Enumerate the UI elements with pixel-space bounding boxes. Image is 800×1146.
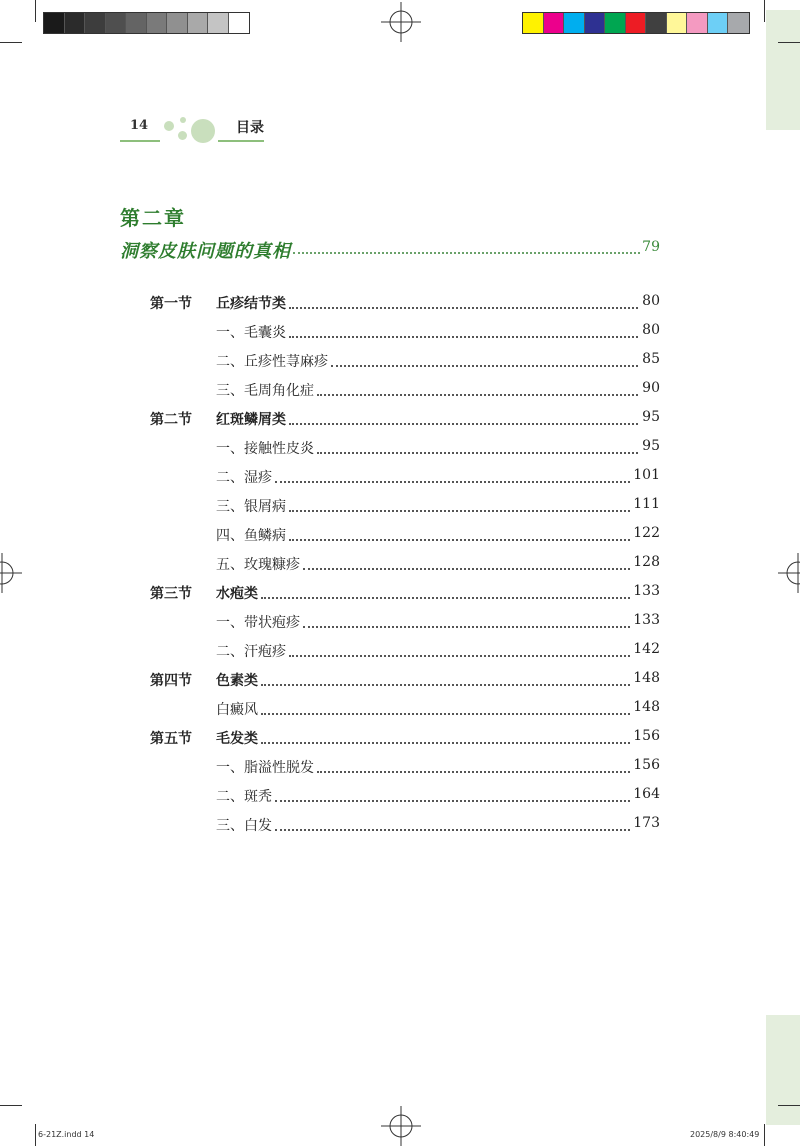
dot-leader — [293, 252, 640, 254]
color-swatch — [147, 13, 168, 33]
decor-dot — [191, 119, 215, 143]
toc-page-number: 111 — [633, 496, 660, 512]
toc-entry[interactable] — [150, 699, 660, 721]
toc-page-number: 173 — [633, 815, 660, 831]
toc-entry[interactable] — [150, 757, 660, 779]
toc-entry-title: 四、鱼鳞病 — [216, 525, 289, 545]
chapter-title-row — [120, 237, 660, 262]
color-swatch — [523, 13, 544, 33]
toc-entry[interactable] — [150, 583, 660, 605]
trim-mark — [778, 1105, 800, 1106]
toc-page-number: 133 — [633, 612, 660, 628]
toc-entry[interactable] — [150, 322, 660, 344]
toc-section-number: 第三节 — [150, 586, 192, 602]
toc-entry-title: 一、接触性皮炎 — [216, 438, 317, 458]
toc-entry[interactable] — [150, 815, 660, 837]
toc-entry[interactable] — [150, 612, 660, 634]
toc-page-number: 164 — [633, 786, 660, 802]
toc-page-number: 95 — [642, 438, 660, 454]
dot-leader — [331, 365, 638, 367]
registration-mark-left — [0, 553, 22, 593]
toc-entry-title: 白癜风 — [216, 699, 261, 719]
toc-entry-title: 二、汗疱疹 — [216, 641, 289, 661]
toc-page-number: 95 — [642, 409, 660, 425]
toc-entry-title: 二、斑秃 — [216, 786, 275, 806]
dot-leader — [317, 771, 638, 773]
footer-file: 6-21Z.indd 14 — [38, 1130, 95, 1139]
toc-entry-title: 三、毛周角化症 — [216, 380, 317, 400]
toc-page-number: 148 — [633, 699, 660, 715]
color-swatch — [646, 13, 667, 33]
toc-entry[interactable] — [150, 786, 660, 808]
dot-leader — [303, 626, 638, 628]
toc-entry-title: 一、脂溢性脱发 — [216, 757, 317, 777]
color-swatch — [106, 13, 127, 33]
toc-page-number: 133 — [633, 583, 660, 599]
page-number: 14 — [130, 118, 149, 133]
color-swatch — [126, 13, 147, 33]
dot-leader — [317, 394, 638, 396]
color-swatch — [667, 13, 688, 33]
toc-entry-title: 二、丘疹性荨麻疹 — [216, 351, 331, 371]
color-swatch — [208, 13, 229, 33]
color-swatch — [687, 13, 708, 33]
dot-leader — [317, 452, 638, 454]
dot-leader — [275, 481, 638, 483]
toc-entry-title: 三、白发 — [216, 815, 275, 835]
footer-timestamp: 2025/8/9 8:40:49 — [690, 1130, 760, 1139]
trim-mark — [0, 42, 22, 43]
chapter-title: 洞察皮肤问题的真相 — [120, 241, 291, 262]
toc-entry-title: 丘疹结节类 — [216, 293, 289, 313]
header-rule-right — [218, 140, 264, 142]
dot-leader — [289, 539, 638, 541]
toc-entry[interactable] — [150, 641, 660, 663]
side-strip-bottom — [766, 1015, 800, 1125]
toc-page-number: 142 — [633, 641, 660, 657]
toc-page-number: 80 — [642, 293, 660, 309]
trim-mark — [764, 1124, 765, 1146]
dot-leader — [289, 655, 638, 657]
toc-entry-title: 五、玫瑰糠疹 — [216, 554, 303, 574]
dot-leader — [275, 829, 638, 831]
color-swatch — [728, 13, 749, 33]
dot-leader — [261, 742, 638, 744]
toc-entry[interactable] — [150, 467, 660, 489]
toc-page-number: 122 — [633, 525, 660, 541]
toc-entry-title: 毛发类 — [216, 728, 261, 748]
toc-page-number: 156 — [633, 728, 660, 744]
toc-section-number: 第四节 — [150, 673, 192, 689]
toc-entry-title: 水疱类 — [216, 583, 261, 603]
dot-leader — [289, 307, 638, 309]
toc-entry[interactable] — [150, 728, 660, 750]
color-swatch — [65, 13, 86, 33]
toc-entry[interactable] — [150, 380, 660, 402]
dot-leader — [303, 568, 638, 570]
toc-entry-title: 色素类 — [216, 670, 261, 690]
dot-leader — [261, 597, 638, 599]
toc-page-number: 101 — [633, 467, 660, 483]
toc-page-number: 148 — [633, 670, 660, 686]
toc-entry[interactable] — [150, 438, 660, 460]
header-title: 目录 — [236, 120, 264, 136]
trim-mark — [0, 1105, 22, 1106]
color-swatch — [564, 13, 585, 33]
header-rule-left — [120, 140, 160, 142]
toc-page-number: 90 — [642, 380, 660, 396]
toc-entry[interactable] — [150, 670, 660, 692]
cmyk-color-bar — [522, 12, 750, 34]
toc-entry-title: 一、毛囊炎 — [216, 322, 289, 342]
side-strip-top — [766, 10, 800, 130]
color-swatch — [229, 13, 250, 33]
dot-leader — [275, 800, 638, 802]
color-swatch — [626, 13, 647, 33]
color-swatch — [85, 13, 106, 33]
color-swatch — [544, 13, 565, 33]
trim-mark — [35, 1124, 36, 1146]
registration-mark-bottom — [381, 1106, 421, 1146]
trim-mark — [35, 0, 36, 22]
color-swatch — [605, 13, 626, 33]
toc-entry[interactable] — [150, 351, 660, 373]
toc-entry-title: 二、湿疹 — [216, 467, 275, 487]
chapter-page: 79 — [642, 239, 660, 255]
toc-page-number: 80 — [642, 322, 660, 338]
toc-page-number: 156 — [633, 757, 660, 773]
dot-leader — [289, 510, 638, 512]
toc-entry[interactable] — [150, 293, 660, 315]
dot-leader — [261, 684, 638, 686]
trim-mark — [778, 42, 800, 43]
color-swatch — [585, 13, 606, 33]
chapter-label: 第二章 — [120, 206, 186, 230]
toc-section-number: 第二节 — [150, 412, 192, 428]
color-swatch — [708, 13, 729, 33]
dot-leader — [261, 713, 638, 715]
dot-leader — [289, 336, 638, 338]
decor-dot — [164, 121, 174, 131]
toc-entry-title: 一、带状疱疹 — [216, 612, 303, 632]
registration-mark-top — [381, 2, 421, 42]
toc-entry-title: 红斑鳞屑类 — [216, 409, 289, 429]
decor-dot — [180, 117, 186, 123]
decor-dot — [178, 131, 187, 140]
toc-entry[interactable] — [150, 496, 660, 518]
toc-section-number: 第五节 — [150, 731, 192, 747]
dot-leader — [289, 423, 638, 425]
registration-mark-right — [778, 553, 800, 593]
color-swatch — [44, 13, 65, 33]
color-swatch — [167, 13, 188, 33]
color-swatch — [188, 13, 209, 33]
gray-color-bar — [43, 12, 250, 34]
toc-entry[interactable] — [150, 554, 660, 576]
toc-page-number: 128 — [633, 554, 660, 570]
toc-section-number: 第一节 — [150, 296, 192, 312]
toc-entry[interactable] — [150, 525, 660, 547]
toc-entry-title: 三、银屑病 — [216, 496, 289, 516]
toc-page-number: 85 — [642, 351, 660, 367]
trim-mark — [764, 0, 765, 22]
toc-entry[interactable] — [150, 409, 660, 431]
